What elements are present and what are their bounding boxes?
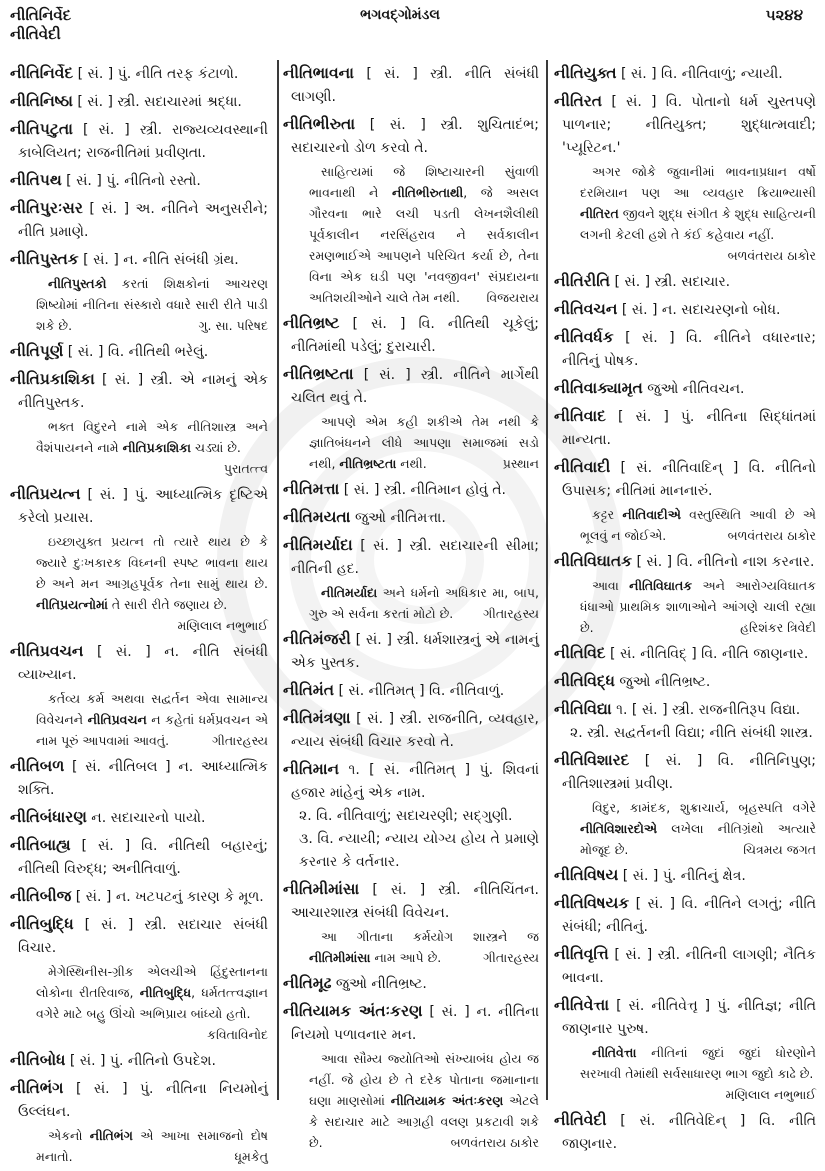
headword: નીતિરીતિ (554, 272, 610, 290)
quote-headword: નીતિવિઘાતક (629, 578, 693, 593)
cross-reference: જુઓ નીતિભ્રષ્ટ. (335, 976, 427, 992)
entry (283, 628, 539, 675)
quote-text: એટલે કે સદાચાર માટે આગ્રહી વલણ પ્રકટાવી શકે છે. (309, 1093, 540, 1150)
quote-source: કવિતાવિનોદ (207, 1027, 268, 1042)
headword: નીતિવાદી (554, 458, 611, 476)
definition: [ સં. ] ન. સદાચરણનો બોધ. (621, 302, 781, 318)
definition: ન. સદાચારનો પાયો. (91, 810, 206, 826)
entry (554, 377, 816, 401)
sense: ૨. સ્ત્રી. સદ્વર્તનની વિદ્યા; નીતિ સંબંધી શાસ્ત્ર. (570, 725, 813, 741)
quote-source: ગીતારહસ્ય (212, 733, 268, 748)
running-title: ભગવદ્ગોમંડલ (360, 7, 440, 23)
quote-text: જીવને શુદ્ધ સંગીત કે શુદ્ધ સાહિત્યની લગની કેટલી હશે તે કંઈ કહેવાય નહીં. (580, 206, 816, 242)
quotation (562, 504, 816, 546)
entry (554, 405, 816, 452)
definition: [ સં. નીતિવાદિન્ ] વિ. નીતિનો ઉપાસક; નીતિમાં માનનારું. (562, 460, 816, 499)
quotation (291, 582, 539, 624)
quote-text: લખેલા નીતિગ્રંથો અત્યારે મોજૂદ છે. (580, 821, 816, 857)
entry (10, 340, 268, 364)
quote-text: એકનો (48, 1128, 90, 1143)
quote-headword: નીતિભંગ (89, 1128, 133, 1143)
definition: [ સં. ] પું. નીતિનું ક્ષેત્ર. (622, 868, 746, 884)
column-1 (10, 62, 268, 1171)
entry (554, 749, 816, 860)
definition: [ સં. ] સ્ત્રી. સદાચારની સીમા; નીતિની હદ. (291, 538, 539, 577)
definition: [ સં. નીતિવિદ્ ] વિ. નીતિ જાણનાર. (610, 646, 809, 662)
quote-source: મણિલાલ નભુભાઈ (177, 618, 268, 633)
entry (283, 972, 539, 996)
headword: નીતિવર્ધક (554, 328, 614, 346)
sense: ૨. વિ. નીતિવાળું; સદાચરણી; સદ્ગુણી. (299, 808, 513, 824)
definition: [ સં. ] ન. નીતિના નિયમો પળાવનાર મન. (291, 1004, 540, 1043)
entry (283, 478, 539, 502)
entry (10, 806, 268, 830)
quotation (18, 688, 268, 751)
quote-headword: નીતિબુદ્ધિ (139, 985, 192, 1000)
quote-headword: નીતિયામક અંતઃકરણ (390, 1093, 504, 1108)
entry (554, 698, 816, 745)
headword: નીતિવિદ્ધ (554, 672, 615, 690)
quotation (18, 273, 268, 336)
cross-reference: જુઓ નીતિવચન. (647, 381, 745, 397)
definition: [ સં. ] વિ. નીતિનો નાશ કરનાર. (636, 554, 815, 570)
entry (10, 834, 268, 881)
definition: [ સં. ] વિ. નીતિનિપુણ; નીતિશાસ્ત્રમાં પ્રવીણ. (562, 753, 816, 792)
headword: નીતિવિઘાતક (554, 552, 633, 570)
column-2 (283, 62, 539, 1157)
definition: [ સં. ] સ્ત્રી. શુચિતાદંભ; સદાચારનો ડોળ કરવો તે. (291, 117, 540, 156)
entry (283, 707, 539, 754)
entry (283, 363, 539, 474)
definition: [ સં. ] સ્ત્રી. રાજ્યવ્યવસ્થાની કાબેલિયત; રાજનીતિમાં પ્રવીણતા. (18, 122, 268, 161)
quote-source: ધૂમકેતુ (234, 1149, 268, 1164)
headword: નીતિમંત (283, 681, 334, 699)
headword: નીતિમૂઢ (283, 974, 332, 992)
headword: નીતિવૃત્તિ (554, 945, 609, 963)
entry (554, 456, 816, 546)
definition: [ સં. ] ન. નીતિ સંબંધી વ્યાખ્યાન. (18, 644, 268, 683)
headword: નીતિનિષ્ઠા (10, 92, 73, 110)
headword: નીતિભાવના (283, 64, 354, 82)
headword: નીતિભીરુતા (283, 115, 356, 133)
headword: નીતિબંધારણ (10, 808, 87, 826)
definition: [ સં. ] વિ. નીતિને લગતું; નીતિ સંબંધી; નીતિનું. (562, 896, 816, 935)
quote-source: પ્રસ્થાન (502, 456, 539, 471)
headword: નીતિવિદ (554, 644, 606, 662)
quote-text: ચડ્યાં છે. (190, 440, 241, 455)
quotation (18, 416, 268, 479)
quotation (18, 961, 268, 1045)
definition: [ સં. ] વિ. નીતિથી ચૂકેલું; નીતિમાંથી પડેલું; દુરાચારી. (291, 316, 540, 355)
headword: નીતિવેદી (554, 1111, 607, 1129)
entry (10, 169, 268, 193)
entry (554, 90, 816, 266)
quote-text: એ આખા સમાજનો દોષ મનાતો. (36, 1128, 268, 1164)
headword: નીતિબીજ (10, 887, 72, 905)
entry (554, 943, 816, 990)
headword: નીતિમંજરી (283, 630, 351, 648)
headword: નીતિરત (554, 92, 603, 110)
headword: નીતિવિષય (554, 866, 619, 884)
headword: નીતિમત્તા (283, 480, 340, 498)
definition: [ સં. ] સ્ત્રી. સદાચાર. (614, 274, 731, 290)
headword: નીતિપ્રકાશિકા (10, 370, 95, 388)
definition: ૧. [ સં. નીતિમત્ ] પું. શિવનાં હજાર માંહેનું એક નામ. (291, 762, 539, 801)
entry (554, 670, 816, 694)
headword: નીતિબુદ્ધિ (10, 915, 74, 933)
entry (10, 913, 268, 1045)
headword: નીતિપટુતા (10, 120, 73, 138)
sense: ૩. વિ. ન્યાયી; ન્યાય યોગ્ય હોય તે પ્રમાણે કરનાર કે વર્તનાર. (299, 831, 539, 870)
definition: [ સં. નીતિબલ ] ન. આધ્યાત્મિક શક્તિ. (18, 759, 268, 798)
quote-text: આ ગીતાના કર્મયોગ શાસ્ત્રને જ (321, 929, 539, 944)
headword: નીતિમાન (283, 760, 340, 778)
quotation (562, 575, 816, 638)
entry (283, 506, 539, 530)
entry (554, 994, 816, 1105)
quote-headword: નીતિપ્રયત્નોમાં (36, 597, 108, 612)
headword: નીતિવચન (554, 300, 618, 318)
definition: [ સં. ] સ્ત્રી. એ નામનું એક નીતિપુસ્તક. (18, 372, 269, 411)
headword: નીતિપથ (10, 171, 62, 189)
definition: [ સં. ] પું. નીતિ તરફ કંટાળો. (77, 66, 239, 82)
entry (283, 1000, 539, 1153)
quote-text: તે સારી રીતે જણાય છે. (107, 597, 228, 612)
headword: નીતિમીમાંસા (283, 880, 360, 898)
definition: [ સં. નીતિવેત્તૃ ] પું. નીતિજ્ઞ; નીતિ જાણનાર પુરુષ. (562, 998, 816, 1037)
quote-headword: નીતિવિશારદોએ (580, 821, 658, 836)
headword: નીતિવિષયક (554, 894, 630, 912)
quotation (562, 161, 816, 266)
definition: [ સં. ] વિ. નીતિવાળું; ન્યાયી. (620, 66, 783, 82)
quotation (18, 531, 268, 636)
quote-source: બળવંતરાય ઠાકોર (450, 1135, 539, 1150)
definition: [ સં. ] અ. નીતિને અનુસરીને; નીતિ પ્રમાણે. (18, 201, 268, 240)
quote-text: અને આરોગ્યવિઘાતક ધંધાઓ પ્રાથમિક શાળાઓને આંગણે ચાલી રહ્યા છે. (580, 578, 816, 635)
entry (283, 62, 539, 109)
quote-text: સાહિત્યમાં જે શિષ્ટાચારની સુંવાળી ભાવનાથી ને (309, 164, 539, 200)
definition: [ સં. ] સ્ત્રી. રાજનીતિ, વ્યવહાર, ન્યાય સંબંધી વિચાર કરવો તે. (291, 711, 540, 750)
entry (283, 534, 539, 624)
headword: નીતિભ્રષ્ટ (283, 314, 340, 332)
quote-source: ગુ. સા. પરિષદ (198, 318, 268, 333)
definition: [ સં. ] સ્ત્રી. નીતિની લાગણી; નૈતિક ભાવના. (562, 947, 816, 986)
quote-text: આવા સૌમ્ય જ્યોતિઓ સંખ્યાબંધ હોય જ નહીં. જે હોય છે તે દરેક પોતાના જમાનાના ઘણા માણસોમાં (309, 1051, 539, 1108)
definition: ૧. [ સં. ] સ્ત્રી. રાજનીતિરૂપ વિદ્યા. (616, 702, 801, 718)
headword: નીતિપ્રવચન (10, 642, 84, 660)
quotation (562, 1042, 816, 1105)
headword: નીતિવિશારદ (554, 751, 630, 769)
entry (554, 864, 816, 888)
quote-headword: નીતિપુસ્તકો (48, 276, 107, 291)
quote-text: ભક્ત વિદુરને નામે એક નીતિશાસ્ત્ર અને વૈશંપાયનને નામે (36, 419, 268, 455)
definition: [ સં. ] સ્ત્રી. નીતિમાન હોવું તે. (343, 482, 506, 498)
definition: [ સં. ] સ્ત્રી. નીતિચિંતન. આચારશાસ્ત્ર સંબંધી વિવેચન. (291, 882, 540, 921)
quote-headword: નીતિભીરુતાથી (391, 185, 464, 200)
quote-text: નામ આપે છે. (370, 950, 442, 965)
entry (554, 550, 816, 638)
quote-headword: નીતિભ્રષ્ટતા (339, 456, 397, 471)
column-divider (277, 60, 279, 1100)
quote-headword: નીતિરત (580, 206, 619, 221)
quote-text: , જે અસલ ગૌરવના ભારે લચી પડતી લેખનશૈલીથી પૂર્વકાલીન નરસિંહરાવ ને સર્વકાલીન રમણભાઈએ આપણને પરિચિત કર્યા છે, તેના વિના એક ઘડી પણ 'નવજીવન' સંપ્રદાયના અતિશયીઓને ચાલે તેમ નથી. (309, 185, 539, 305)
headword: નીતિયુક્ત (554, 64, 617, 82)
quote-source: પુરાતત્ત્વ (223, 461, 268, 476)
quote-text: આવા (592, 578, 630, 593)
quote-headword: નીતિપ્રકાશિકા (122, 440, 191, 455)
quote-source: બળવંતરાય ઠાકોર (727, 528, 816, 543)
quotation (291, 1048, 539, 1153)
definition: [ સં. ] પું. નીતિનો ઉપદેશ. (69, 1053, 216, 1069)
quote-text: નીતિનાં જુદાં જુદાં ધોરણોને સરખાવી તેમાંથી સર્વસાધારણ ભાગ જુદો કાઢે છે. (580, 1045, 816, 1081)
headword: નીતિવેત્તા (554, 996, 610, 1014)
definition: [ સં. ] સ્ત્રી. ધર્મશાસ્ત્રનું એ નામનું એક પુસ્તક. (291, 632, 539, 671)
entry (10, 1049, 268, 1073)
quote-source: ચિત્રમય જગત (743, 842, 816, 857)
definition: [ સં. ] વિ. પોતાનો ધર્મ ચુસ્તપણે પાળનાર; નીતિયુક્ત; શુદ્ધાત્મવાદી; 'પ્યૂરિટન.' (562, 94, 816, 156)
column-divider (546, 60, 548, 1100)
entry (10, 1077, 268, 1167)
quote-text: ઇચ્છાયુક્ત પ્રયત્ન તો ત્યારે થાય છે કે જ્યારે દુઃખકારક વિઘ્નની સ્પષ્ટ ભાવના થાય છે અને મન આગ્રહપૂર્વક તેના સામું થાય છે. (36, 534, 268, 591)
entry (554, 298, 816, 322)
definition: [ સં. ] ન. ખટપટનું કારણ કે મૂળ. (75, 889, 264, 905)
quote-text: વસ્તુસ્થિતિ આવી છે એ ભૂલવું ન જોઈએ. (580, 507, 816, 543)
definition: [ સં. ] સ્ત્રી. નીતિને માર્ગેથી ચલિત થવું તે. (291, 367, 539, 406)
entry (283, 758, 539, 874)
headword: નીતિભ્રષ્ટતા (283, 365, 354, 383)
entry (554, 1109, 816, 1156)
quote-source: ગીતારહસ્ય (483, 606, 539, 621)
entry (10, 885, 268, 909)
quote-headword: નીતિમર્યાદા (321, 585, 378, 600)
quotation (18, 1125, 268, 1167)
quote-headword: નીતિમીમાંસા (309, 950, 371, 965)
headword: નીતિપ્રયત્ન (10, 485, 81, 503)
headword: નીતિબોધ (10, 1051, 66, 1069)
quote-text: કટ્ટર (592, 507, 623, 522)
definition: [ સં. ] સ્ત્રી. સદાચાર સંબંધી વિચાર. (18, 917, 268, 956)
quote-text: નથી. (396, 456, 427, 471)
headword: નીતિબાહ્ય (10, 836, 71, 854)
entry (283, 679, 539, 703)
quote-headword: નીતિપ્રવચન (87, 712, 147, 727)
headword: નીતિવાદ (554, 407, 606, 425)
quote-source: ગીતારહસ્ય (483, 950, 539, 965)
quotation (562, 797, 816, 860)
page-number: ૫૨૪૪ (765, 6, 803, 24)
definition: [ સં. ] વિ. નીતિથી બહારનું; નીતિથી વિરુદ્ધ; અનીતિવાળું. (18, 838, 268, 877)
quote-headword: નીતિવેત્તા (592, 1045, 637, 1060)
definition: [ સં. ] પું. નીતિનો રસ્તો. (66, 173, 201, 189)
definition: [ સં. ] પું. નીતિના નિયમોનું ઉલ્લંઘન. (18, 1081, 269, 1120)
definition: [ સં. ] સ્ત્રી. સદાચારમાં શ્રદ્ધા. (77, 94, 242, 110)
headword: નીતિમયતા (283, 508, 351, 526)
entry (10, 62, 268, 86)
definition: [ સં. ] પું. આધ્યાત્મિક દૃષ્ટિએ કરેલો પ્રયાસ. (18, 487, 269, 526)
headword: નીતિપુસ્તક (10, 250, 79, 268)
quote-text: અને ધર્મનો અધિકાર મા, બાપ, ગુરુ એ સર્વના કરતાં મોટો છે. (309, 585, 539, 621)
quote-source: વિજયરાય (486, 290, 539, 305)
entry (10, 197, 268, 244)
entry (283, 312, 539, 359)
quotation (291, 926, 539, 968)
quote-text: આપણે એમ કહી શકીએ તેમ નથી કે જ્ઞાતિબંધનને લીધે આપણા સમાજમાં સડો નથી, (309, 414, 539, 471)
cross-reference: જુઓ નીતિભ્રષ્ટ. (619, 674, 711, 690)
quote-text: અગર જોકે જુવાનીમાં ભાવનાપ્રધાન વર્ષો દરમિયાન પણ આ વ્યવહાર ક્રિયાભ્યાસી (580, 164, 816, 200)
headword: નીતિપુરઃસર (10, 199, 83, 217)
entry (10, 118, 268, 165)
quotation (291, 411, 539, 474)
definition: [ સં. ] વિ. નીતિથી ભરેલું. (67, 344, 209, 360)
entry (10, 90, 268, 114)
entry (554, 62, 816, 86)
quote-text: કર્તવ્ય કર્મ અથવા સદ્વર્તન એવા સામાન્ય વિવેચનને (36, 691, 268, 727)
quote-text: વિદુર, કામંદક, શુક્રાચાર્ય, બૃહસ્પતિ વગેરે (592, 800, 816, 815)
quote-text: , ધર્મતત્ત્વજ્ઞાન વગેરે માટે બહુ ઊંચો અભિપ્રાય બાંધ્યો હતો. (36, 985, 268, 1021)
definition: [ સં. ] પું. નીતિના સિદ્ધાંતમાં માન્યતા. (562, 409, 816, 448)
entry (283, 113, 539, 308)
entry (554, 892, 816, 939)
headword: નીતિનિર્વેદ (10, 64, 74, 82)
headword: નીતિમંત્રણા (283, 709, 351, 727)
headword: નીતિવાક્યામૃત (554, 379, 643, 397)
headword: નીતિવિદ્યા (554, 700, 612, 718)
quotation (291, 161, 539, 308)
definition: [ સં. ] ન. નીતિ સંબંધી ગ્રંથ. (83, 252, 239, 268)
entry (554, 326, 816, 373)
headword: નીતિપૂર્ણ (10, 342, 64, 360)
entry (10, 483, 268, 636)
entry (10, 368, 268, 479)
definition: [ સં. ] સ્ત્રી. નીતિ સંબંધી લાગણી. (291, 66, 540, 105)
quote-headword: નીતિવાદીએ (622, 507, 681, 522)
headword: નીતિબળ (10, 757, 65, 775)
quote-source: હરિશંકર ત્રિવેદી (740, 620, 816, 635)
definition: [ સં. નીતિવેદિન્ ] વિ. નીતિ જાણનાર. (562, 1113, 817, 1152)
entry (554, 642, 816, 666)
entry (10, 755, 268, 802)
column-3 (554, 62, 816, 1160)
quote-text: મેગેસ્થિનીસ-ગ્રીક એલચીએ હિંદુસ્તાનના લોકોના રીતરિવાજ, (36, 964, 268, 1000)
quote-source: મણિલાલ નભુભાઈ (725, 1087, 816, 1102)
headword: નીતિભંગ (10, 1079, 64, 1097)
cross-reference: જુઓ નીતિમત્તા. (354, 510, 446, 526)
guide-word-last: નીતિવેદી (10, 25, 61, 43)
quote-source: બળવંતરાય ઠાકોર (727, 248, 816, 263)
headword: નીતિયામક અંતઃકરણ (283, 1002, 423, 1020)
quote-text: ન કહેતાં ધર્મપ્રવચન એ નામ પૂરું આપવામાં આવતું. (36, 712, 269, 748)
headword: નીતિમર્યાદા (283, 536, 353, 554)
entry (10, 640, 268, 751)
definition: [ સં. નીતિમત્ ] વિ. નીતિવાળું. (338, 683, 505, 699)
definition: [ સં. ] વિ. નીતિને વધારનાર; નીતિનું પોષક. (562, 330, 817, 369)
entry (283, 878, 539, 968)
quote-text: કરતાં શિક્ષકોનાં આચરણ શિષ્યોમાં નીતિના સંસ્કારો વધારે સારી રીતે પાડી શકે છે. (36, 276, 268, 333)
entry (10, 248, 268, 336)
guide-word-first: નીતિનિર્વેદ (10, 6, 72, 24)
entry (554, 270, 816, 294)
